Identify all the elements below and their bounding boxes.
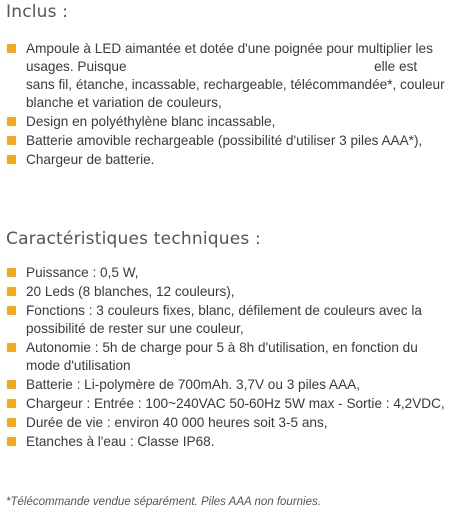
list-item	[6, 376, 446, 394]
list-item	[6, 264, 446, 282]
item-text: Fonctions : 3 couleurs fixes, blanc, défilement de couleurs avec la possibilité de rester sur une couleur,	[26, 303, 422, 336]
list-item	[6, 395, 446, 413]
square-bullet-icon	[7, 155, 16, 164]
item-text: Puissance : 0,5 W,	[26, 265, 139, 280]
item-text-part1: Ampoule à LED aimantée et dotée d'une poignée pour multiplier les usages. Puisque	[26, 41, 433, 74]
section-title-caracteristiques: Caractéristiques techniques :	[6, 229, 261, 249]
inclus-list	[6, 40, 446, 170]
square-bullet-icon	[7, 418, 16, 427]
list-item	[6, 40, 446, 112]
list-item	[6, 302, 446, 338]
square-bullet-icon	[7, 437, 16, 446]
item-text: 20 Leds (8 blanches, 12 couleurs),	[26, 284, 235, 299]
square-bullet-icon	[7, 380, 16, 389]
item-text: Batterie : Li-polymère de 700mAh. 3,7V ou 3 piles AAA,	[26, 377, 360, 392]
list-item	[6, 283, 446, 301]
list-item	[6, 151, 446, 169]
item-text-part2: elle est sans fil, étanche, incassable, rechargeable, télécommandée*, couleur blanche et variation de couleurs,	[26, 59, 445, 110]
item-text: Design en polyéthylène blanc incassable,	[26, 114, 276, 129]
item-text: Chargeur : Entrée : 100~240VAC 50-60Hz 5W max - Sortie : 4,2VDC,	[26, 396, 445, 411]
square-bullet-icon	[7, 117, 16, 126]
list-item	[6, 414, 446, 432]
item-text: Chargeur de batterie.	[26, 152, 155, 167]
item-text: Durée de vie : environ 40 000 heures soit 3-5 ans,	[26, 415, 328, 430]
item-text: Autonomie : 5h de charge pour 5 à 8h d'utilisation, en fonction du mode d'utilisation	[26, 340, 418, 373]
list-item	[6, 433, 446, 451]
list-item	[6, 339, 446, 375]
square-bullet-icon	[7, 399, 16, 408]
square-bullet-icon	[7, 44, 16, 53]
section-title-inclus: Inclus :	[6, 2, 69, 22]
square-bullet-icon	[7, 306, 16, 315]
list-item	[6, 132, 446, 150]
square-bullet-icon	[7, 136, 16, 145]
item-text: Batterie amovible rechargeable (possibilité d'utiliser 3 piles AAA*),	[26, 133, 423, 148]
caracteristiques-list	[6, 264, 446, 452]
item-text: Etanches à l'eau : Classe IP68.	[26, 434, 215, 449]
blank-gap	[130, 70, 370, 71]
square-bullet-icon	[7, 268, 16, 277]
list-item	[6, 113, 446, 131]
square-bullet-icon	[7, 343, 16, 352]
footnote: *Télécommande vendue séparément. Piles AAA non fournies.	[6, 496, 321, 508]
square-bullet-icon	[7, 287, 16, 296]
